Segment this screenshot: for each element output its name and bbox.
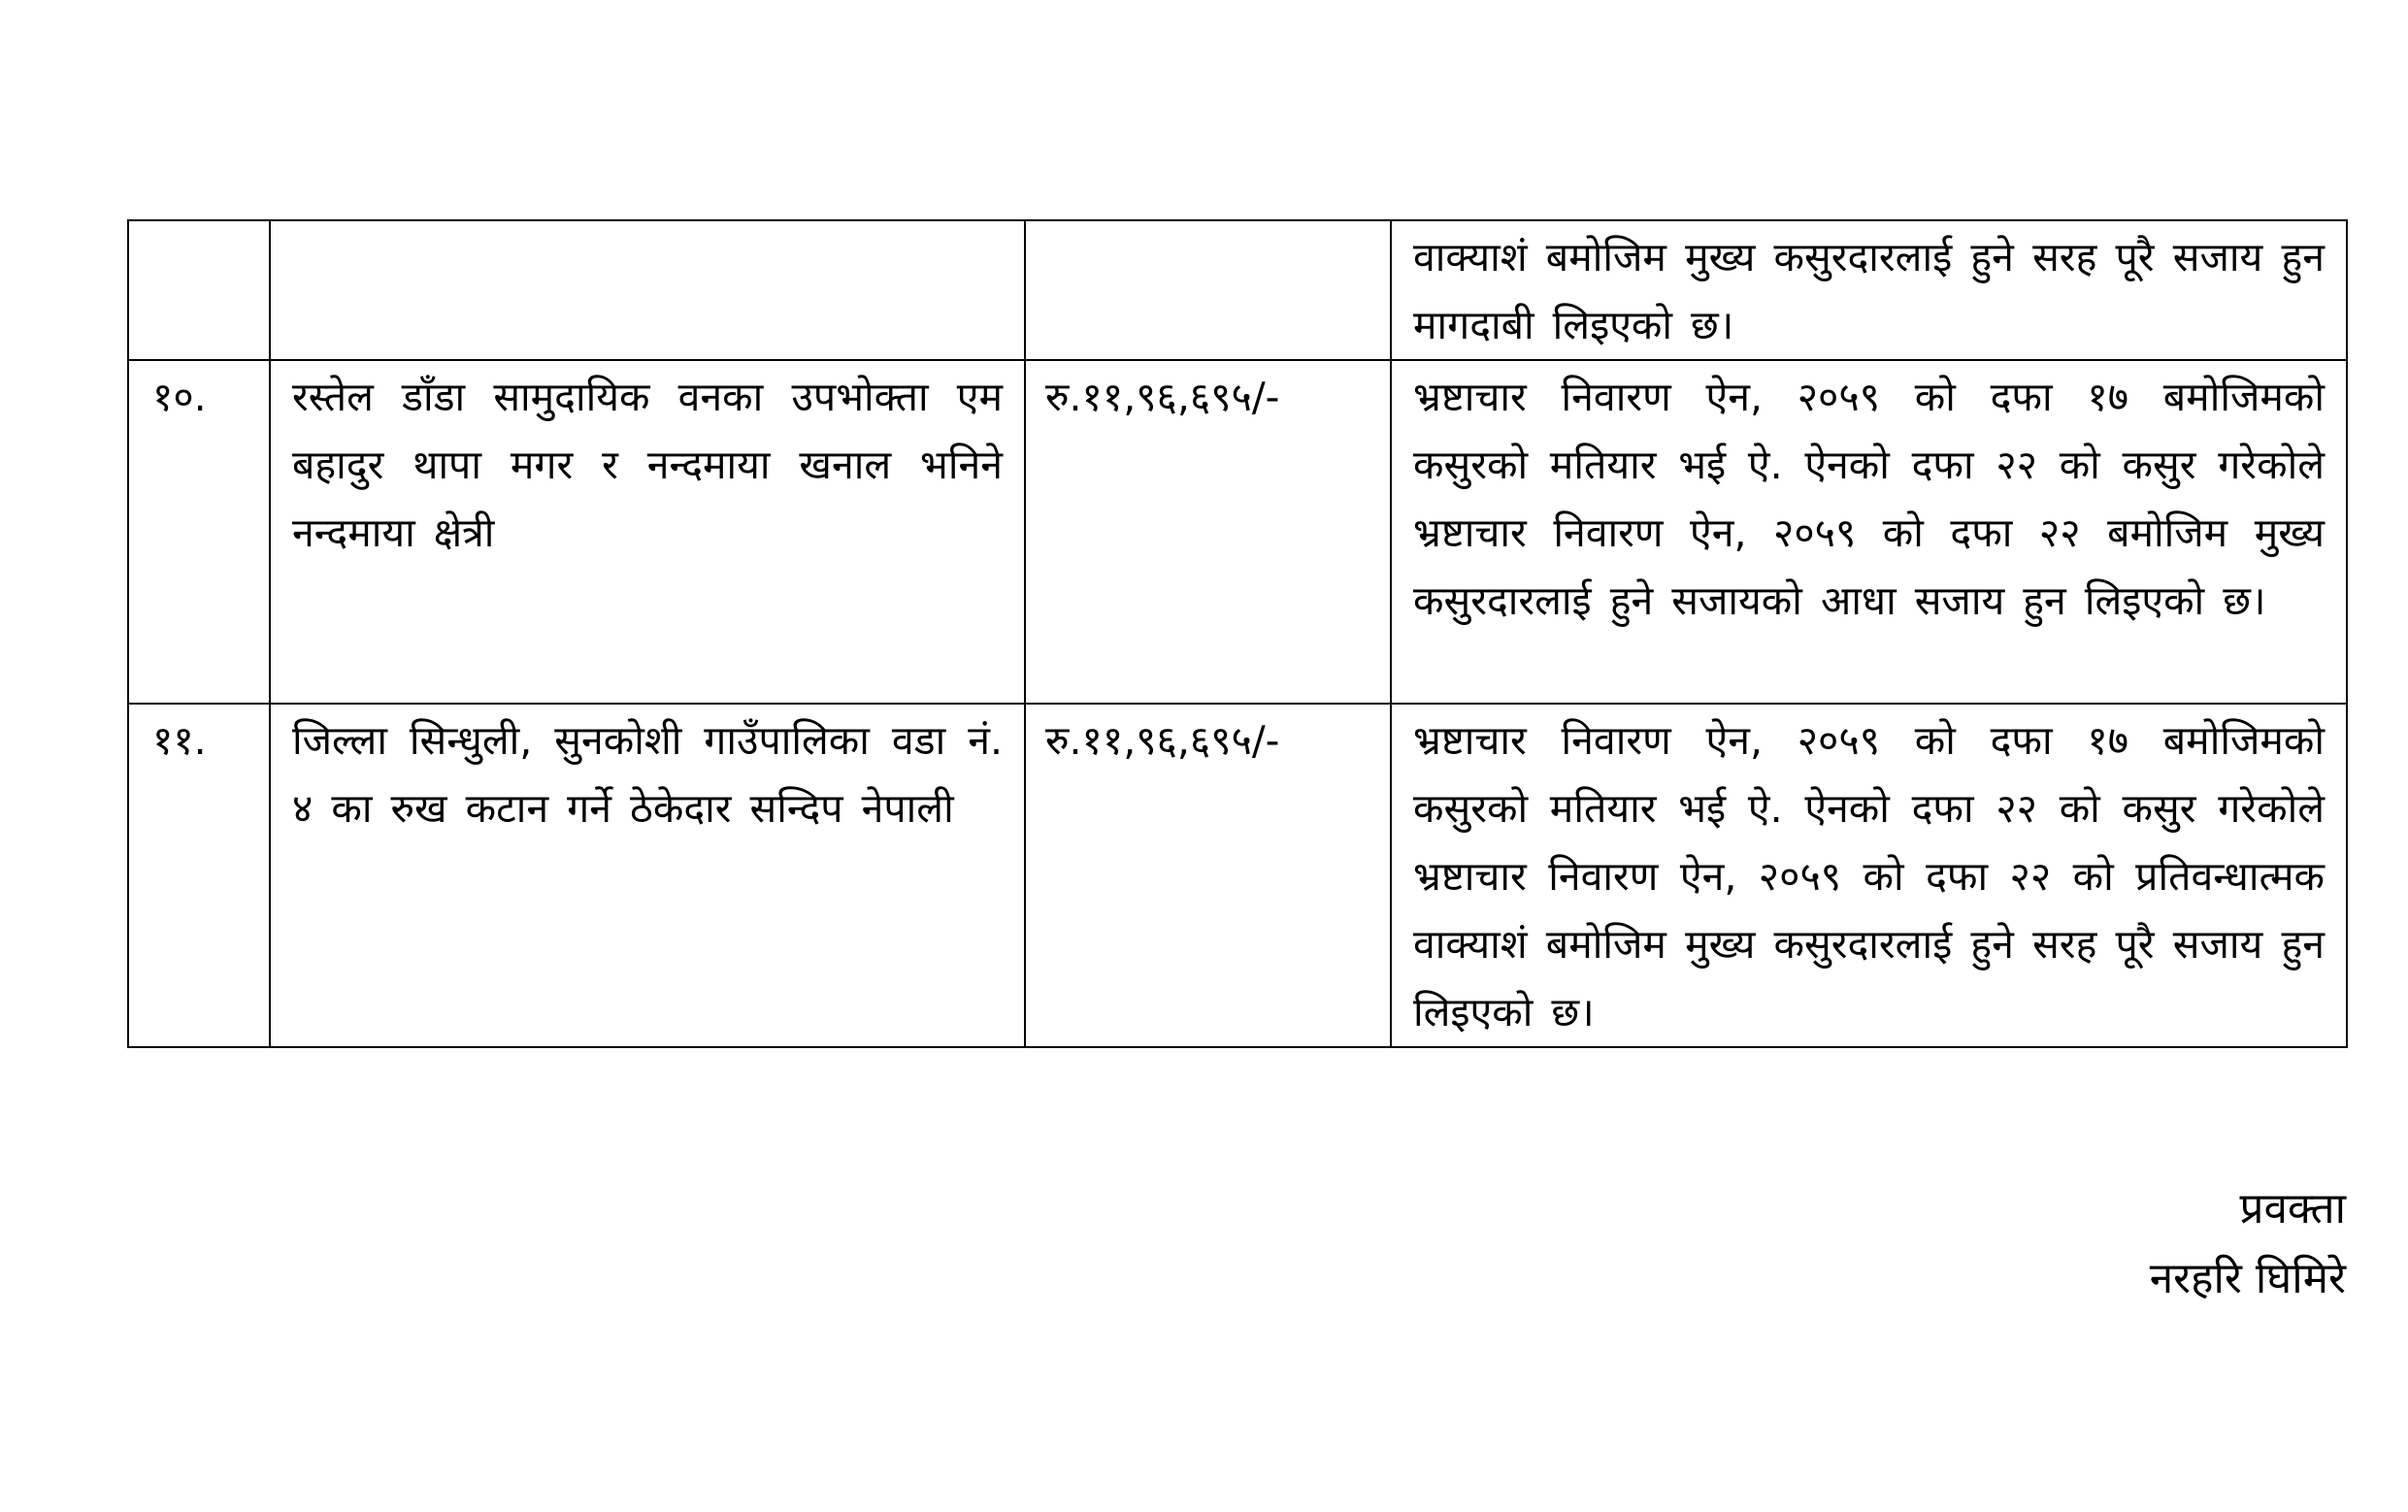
serial-number-cell (128, 220, 270, 360)
signature-name: नरहरि घिमिरे (2149, 1254, 2346, 1303)
signature-title: प्रवक्ता (2239, 1184, 2346, 1233)
defendant-name-cell: रस्तेल डाँडा सामुदायिक वनका उपभोक्ता एम बहादुर थापा मगर र नन्दमाया खनाल भनिने नन्दमाया क्षेत्री (270, 360, 1025, 704)
table-row (128, 360, 2347, 704)
defendant-name-cell: जिल्ला सिन्धुली, सुनकोशी गाउँपालिका वडा नं. ४ का रुख कटान गर्ने ठेकेदार सन्दिप नेपाली (270, 704, 1025, 1047)
signature-block (2150, 1174, 2346, 1314)
table-row (128, 220, 2347, 360)
remarks-cell: भ्रष्टाचार निवारण ऐन, २०५९ को दफा १७ बमोजिमको कसुरको मतियार भई ऐ. ऐनको दफा २२ को कसुर गरेकोले भ्रष्टाचार निवारण ऐन, २०५९ को दफा २२ बमोजिम मुख्य कसुरदारलाई हुने सजायको आधा सजाय हुन लिइएको छ। (1391, 360, 2347, 704)
table-row (128, 704, 2347, 1047)
claim-amount-cell (1025, 220, 1391, 360)
remarks-cell: वाक्याशं बमोजिम मुख्य कसुरदारलाई हुने सरह पूरै सजाय हुन मागदाबी लिइएको छ। (1391, 220, 2347, 360)
remarks-cell: भ्रष्टाचार निवारण ऐन, २०५९ को दफा १७ बमोजिमको कसुरको मतियार भई ऐ. ऐनको दफा २२ को कसुर गरेकोले भ्रष्टाचार निवारण ऐन, २०५९ को दफा २२ को प्रतिवन्धात्मक वाक्याशं बमोजिम मुख्य कसुरदारलाई हुने सरह पूरै सजाय हुन लिइएको छ। (1391, 704, 2347, 1047)
defendant-name-cell (270, 220, 1025, 360)
serial-number-cell: १०. (128, 360, 270, 704)
claim-amount-cell: रु.११,९६,६९५/- (1025, 360, 1391, 704)
serial-number-cell: ११. (128, 704, 270, 1047)
claim-amount-cell: रु.११,९६,६९५/- (1025, 704, 1391, 1047)
case-table (127, 219, 2348, 1048)
